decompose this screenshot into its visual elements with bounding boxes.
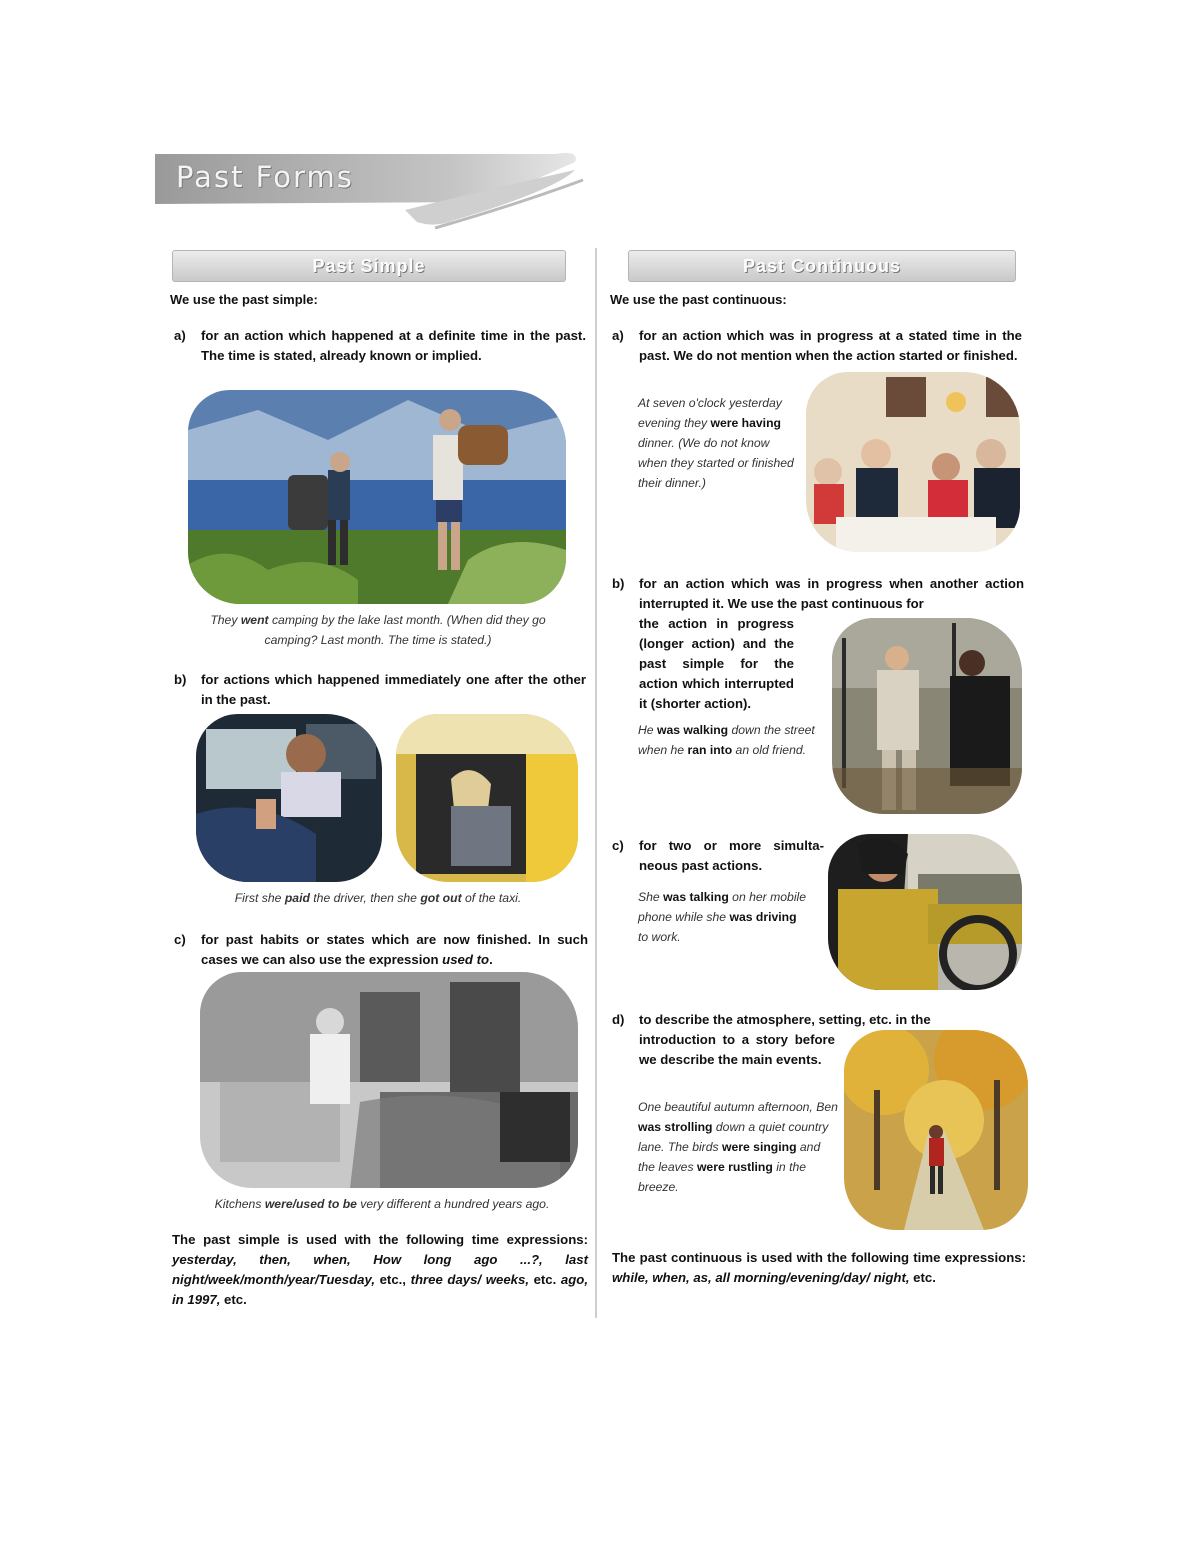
example-text: on her mobile phone while she: [638, 890, 807, 924]
example-verb: went: [240, 613, 269, 627]
page-title: Past Forms: [176, 160, 354, 194]
past-simple-heading: Past Simple: [172, 250, 566, 282]
rule-text-main: for past habits or states which are now finished. In such cases we can also use the expression: [201, 932, 588, 967]
example-verb: paid: [284, 891, 310, 905]
example-verb: was walking: [656, 723, 729, 737]
past-simple-example-a: [188, 610, 568, 650]
example-text: One beautiful autumn afternoon, Ben: [638, 1100, 838, 1114]
summary-text: The past simple is used with the following time expressions:: [172, 1232, 588, 1247]
example-text: down a quiet country lane. The birds: [638, 1120, 829, 1154]
rule-label: c): [612, 838, 624, 853]
summary-terms: ago, in 1997,: [172, 1272, 588, 1307]
rule-text: for actions which happened immediately one after the other in the past.: [201, 672, 586, 707]
past-continuous-rule-c: [612, 836, 824, 876]
summary-text: etc.: [220, 1292, 247, 1307]
street-meeting-photo: [832, 618, 1022, 814]
past-continuous-example-d: [638, 1097, 838, 1197]
summary-terms: three days/ weeks,: [410, 1272, 529, 1287]
example-verb: ran into: [687, 743, 733, 757]
example-verb: were/used to be: [264, 1197, 357, 1211]
example-text: First she: [234, 891, 285, 905]
rule-text: for two or more simulta-neous past actions.: [639, 838, 824, 873]
example-text: dinner. (We do not know when they started or finished their dinner.): [638, 436, 794, 490]
rule-label: b): [174, 672, 187, 687]
taxi-passenger-photo: [396, 714, 578, 882]
rule-label: b): [612, 576, 625, 591]
example-text: He: [638, 723, 657, 737]
past-continuous-intro: We use the past continuous:: [610, 292, 787, 307]
past-continuous-summary: [612, 1248, 1026, 1288]
example-text: Kitchens: [214, 1197, 265, 1211]
rule-text: for an action which was in progress when another action interrupted it. We use the past continuous for: [639, 576, 1024, 611]
past-simple-example-b: [188, 888, 568, 908]
rule-text-side: the action in progress (longer action) and the past simple for the action which interrupted it (shorter action).: [639, 616, 794, 711]
example-verb: were having: [710, 416, 781, 430]
example-text: camping by the lake last month. (When did they go camping? Last month. The time is stated.): [264, 613, 546, 647]
example-verb: were singing: [722, 1140, 797, 1154]
example-verb: was driving: [729, 910, 797, 924]
example-verb: were rustling: [696, 1160, 773, 1174]
example-text: the driver, then she: [309, 891, 421, 905]
rule-text: [201, 930, 588, 970]
example-text: in the breeze.: [638, 1160, 807, 1194]
past-simple-intro: We use the past simple:: [170, 292, 318, 307]
rule-label: a): [174, 328, 186, 343]
past-simple-rule-a: [174, 326, 586, 366]
past-simple-example-c: [176, 1194, 588, 1214]
past-continuous-example-b: [638, 720, 823, 760]
rule-label: a): [612, 328, 624, 343]
old-kitchen-photo: [200, 972, 578, 1188]
rule-text: for an action which was in progress at a stated time in the past. We do not mention when the action started or finished.: [639, 328, 1022, 363]
taxi-driver-photo: [196, 714, 382, 882]
rule-text: for an action which happened at a definite time in the past. The time is stated, already known or implied.: [201, 328, 586, 363]
example-text: an old friend.: [732, 743, 807, 757]
rule-text-side: introduction to a story before we describe the main events.: [639, 1032, 835, 1067]
past-continuous-example-c: [638, 887, 806, 947]
rule-label: d): [612, 1012, 625, 1027]
summary-text: etc.,: [375, 1272, 411, 1287]
summary-text: The past continuous is used with the following time expressions:: [612, 1250, 1026, 1265]
summary-terms: yesterday, then, when, How long ago ...?, last night/week/month/year/Tuesday,: [172, 1252, 588, 1287]
example-verb: was talking: [663, 890, 729, 904]
past-simple-rule-b: [174, 670, 586, 710]
example-text: She: [638, 890, 664, 904]
rule-label: c): [174, 932, 186, 947]
rule-text-end: .: [489, 952, 493, 967]
rule-expression: used to: [442, 952, 490, 967]
example-text: very different a hundred years ago.: [356, 1197, 550, 1211]
driving-photo: [828, 834, 1022, 990]
example-verb: was strolling: [638, 1120, 713, 1134]
example-text: to work.: [638, 930, 681, 944]
summary-text: etc.: [528, 1272, 561, 1287]
autumn-lane-photo: [844, 1030, 1028, 1230]
example-text: down the street when he: [638, 723, 815, 757]
past-simple-rule-c: [174, 930, 588, 970]
example-verb: got out: [420, 891, 462, 905]
column-divider: [595, 248, 597, 1318]
past-continuous-heading: Past Continuous: [628, 250, 1016, 282]
rule-text: to describe the atmosphere, setting, etc. in the: [639, 1012, 931, 1027]
example-text: and the leaves: [638, 1140, 821, 1174]
summary-text: etc.: [909, 1270, 936, 1285]
dinner-photo: [806, 372, 1020, 552]
example-text: of the taxi.: [461, 891, 522, 905]
summary-terms: while, when, as, all morning/evening/day/ night,: [612, 1270, 910, 1285]
past-continuous-example-a: [638, 393, 798, 493]
camping-photo: [188, 390, 566, 604]
past-simple-summary: [172, 1230, 588, 1310]
past-continuous-rule-a: [612, 326, 1022, 366]
example-text: At seven o'clock yesterday evening they: [638, 396, 782, 430]
example-text: They: [210, 613, 241, 627]
